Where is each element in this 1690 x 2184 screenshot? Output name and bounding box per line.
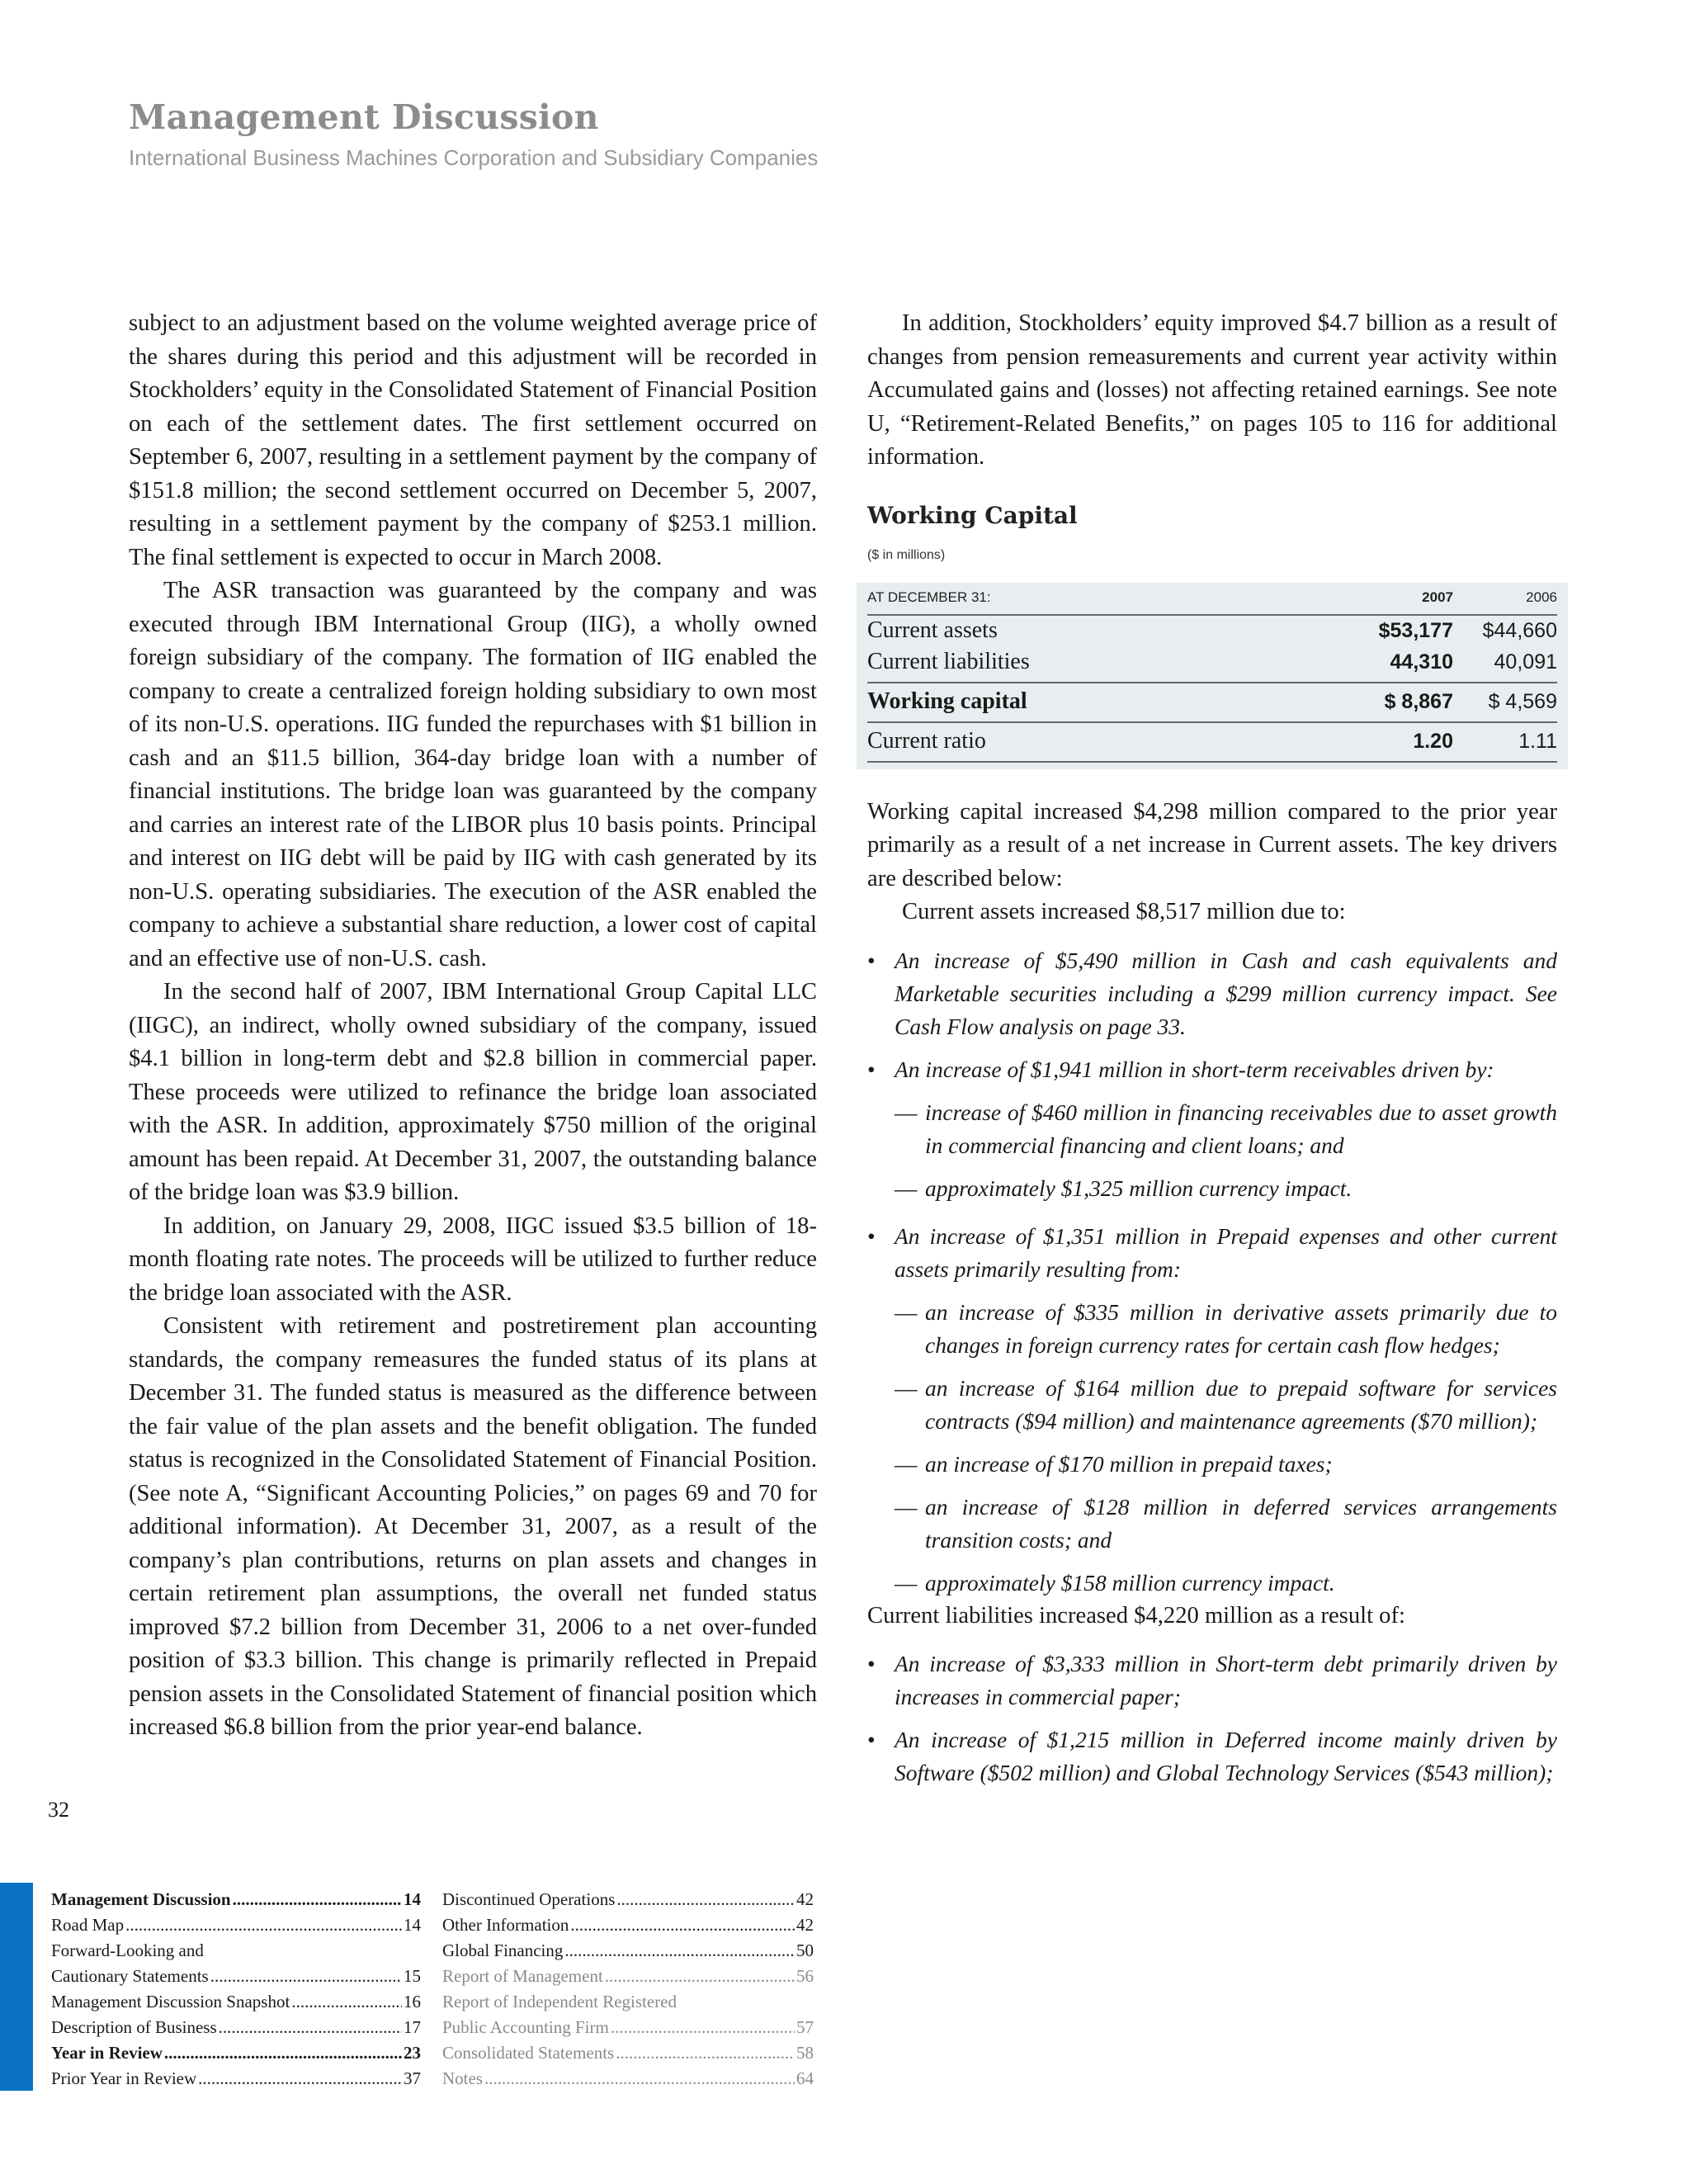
value-2007: $ 8,867 bbox=[1384, 690, 1453, 714]
value-2007: $53,177 bbox=[1378, 619, 1453, 643]
value-2006: $44,660 bbox=[1482, 619, 1557, 643]
list-item: • An increase of $3,333 million in Short-term debt primarily driven by increases in commercial paper; bbox=[867, 1647, 1557, 1714]
value-2006: 1.11 bbox=[1518, 730, 1557, 754]
list-item: • An increase of $1,351 million in Prepaid expenses and other current assets primarily resulting from: bbox=[867, 1220, 1557, 1286]
toc-item-management-discussion[interactable]: Management Discussion ..... 14 bbox=[51, 1887, 421, 1912]
toc-right-column bbox=[442, 1887, 814, 2092]
toc-item-notes[interactable]: Notes ..... 64 bbox=[442, 2066, 814, 2092]
toc-item-public-accounting-firm[interactable]: Public Accounting Firm ..... 57 bbox=[442, 2015, 814, 2040]
toc-item-cautionary-statements[interactable]: Cautionary Statements ..... 15 bbox=[51, 1964, 421, 1989]
sub-list-item: — an increase of $128 million in deferred services arrangements transition costs; and bbox=[867, 1491, 1557, 1557]
list-item: • An increase of $5,490 million in Cash and cash equivalents and Marketable securities including a $299 million currency impact. See Cash Flow analysis on page 33. bbox=[867, 944, 1557, 1043]
page-number: 32 bbox=[48, 1798, 69, 1822]
sub-list-item: — approximately $158 million currency impact. bbox=[867, 1567, 1557, 1600]
page-subtitle: International Business Machines Corporation and Subsidiary Companies bbox=[129, 145, 819, 170]
sub-list-item: — an increase of $335 million in derivative assets primarily due to changes in foreign currency rates for certain cash flow hedges; bbox=[867, 1296, 1557, 1362]
value-2006: $ 4,569 bbox=[1488, 690, 1557, 714]
toc-item-road-map[interactable]: Road Map ..... 14 bbox=[51, 1912, 421, 1938]
toc-left-column bbox=[51, 1887, 421, 2092]
toc-item-global-financing[interactable]: Global Financing ..... 50 bbox=[442, 1938, 814, 1964]
paragraph: Consistent with retirement and postretirement plan accounting standards, the company remeasures the funded status of its plans at December 31. The funded status is measured as the difference between the fair value of the plan assets and the benefit obligation. The funded status is recognized in the Consolidated Statement of Financial Position. (See note A, “Significant Accounting Policies,” on pages 69 and 70 for additional information). At December 31, 2007, as a result of the company’s plan contributions, returns on plan assets and changes in certain retirement plan assumptions, the overall net funded status improved $7.2 billion from December 31, 2006 to a net over-funded position of $3.3 billion. This change is primarily reflected in Prepaid pension assets in the Consolidated Statement of financial position which increased $6.8 billion from the prior year-end balance. bbox=[129, 1313, 817, 1740]
toc-item-year-in-review[interactable]: Year in Review ..... 23 bbox=[51, 2040, 421, 2066]
value-2007: 44,310 bbox=[1390, 650, 1453, 674]
paragraph: subject to an adjustment based on the volume weighted average price of the shares during this period and this adjustment will be recorded in Stockholders’ equity in the Consolidated Statement of Financial Position on each of the settlement dates. The first settlement occurred on September 6, 2007, resulting in a settlement payment by the company of $151.8 million; the second settlement occurred on December 5, 2007, resulting in a settlement payment by the company of $253.1 million. The final settlement is expected to occur in March 2008. bbox=[129, 310, 817, 570]
paragraph: In the second half of 2007, IBM International Group Capital LLC (IIGC), an indirect, wholly owned subsidiary of the company, issued $4.1 billion in long-term debt and $2.8 billion in commercial paper. These proceeds were utilized to refinance the bridge loan associated with the ASR. In addition, approximately $750 million of the original amount has been repaid. At December 31, 2007, the outstanding balance of the bridge loan was $3.9 billion. bbox=[129, 979, 817, 1205]
value-2007: 1.20 bbox=[1413, 730, 1453, 754]
toc-accent-bar bbox=[0, 1883, 33, 2091]
working-capital-unit: ($ in millions) bbox=[867, 548, 946, 562]
header-2006: 2006 bbox=[1526, 589, 1557, 606]
paragraph: Current assets increased $8,517 million due to: bbox=[902, 899, 1346, 924]
sub-list-item: — increase of $460 million in financing receivables due to asset growth in commercial financing and client loans; and bbox=[867, 1096, 1557, 1162]
row-label: Current assets bbox=[867, 617, 998, 644]
sub-list-item: — approximately $1,325 million currency impact. bbox=[867, 1172, 1557, 1205]
toc-item-other-information[interactable]: Other Information ..... 42 bbox=[442, 1912, 814, 1938]
row-label: Working capital bbox=[867, 688, 1027, 715]
table-row-working-capital bbox=[867, 682, 1557, 723]
sub-list-item: — an increase of $170 million in prepaid taxes; bbox=[867, 1448, 1557, 1481]
row-label: Current liabilities bbox=[867, 649, 1030, 675]
header-label: AT DECEMBER 31: bbox=[867, 589, 991, 606]
row-label: Current ratio bbox=[867, 728, 986, 754]
value-2006: 40,091 bbox=[1494, 650, 1557, 674]
paragraph: Working capital increased $4,298 million compared to the prior year primarily as a result of a net increase in Current assets. The key drivers are described below: bbox=[867, 798, 1557, 891]
sub-list-item: — an increase of $164 million due to prepaid software for services contracts ($94 million) and maintenance agreements ($70 million); bbox=[867, 1372, 1557, 1438]
table-row-current-liabilities bbox=[867, 647, 1557, 678]
toc-item-discontinued-operations[interactable]: Discontinued Operations ..... 42 bbox=[442, 1887, 814, 1912]
left-column bbox=[129, 307, 817, 1745]
toc-item-report-of-management[interactable]: Report of Management ..... 56 bbox=[442, 1964, 814, 1989]
toc-item-description-of-business[interactable]: Description of Business ..... 17 bbox=[51, 2015, 421, 2040]
toc-item-report-independent[interactable]: Report of Independent Registered bbox=[442, 1992, 677, 2011]
page-title: Management Discussion bbox=[129, 97, 599, 137]
working-capital-table bbox=[857, 583, 1568, 769]
table-row-current-ratio bbox=[867, 723, 1557, 763]
paragraph: The ASR transaction was guaranteed by the company and was executed through IBM International Group (IIG), a wholly owned foreign subsidiary of the company. The formation of IIG enabled the company to create a centralized foreign holding subsidiary to own most of its non-U.S. operations. IIG funded the repurchases with $1 billion in cash and an $11.5 billion, 364-day bridge loan with a number of financial institutions. The bridge loan was guaranteed by the company and carries an interest rate of the LIBOR plus 10 basis points. Principal and interest on IIG debt will be paid by IIG with cash generated by its non-U.S. operating subsidiaries. The execution of the ASR enabled the company to achieve a substantial share reduction, a lower cost of capital and an effective use of non-U.S. cash. bbox=[129, 578, 817, 971]
list-item: • An increase of $1,215 million in Deferred income mainly driven by Software ($502 million) and Global Technology Services ($543 million); bbox=[867, 1723, 1557, 1789]
toc-item-forward-looking[interactable]: Forward-Looking and bbox=[51, 1941, 204, 1960]
header-2007: 2007 bbox=[1422, 589, 1453, 606]
paragraph: In addition, Stockholders’ equity improved $4.7 billion as a result of changes from pension remeasurements and current year activity within Accumulated gains and (losses) not affecting retained earnings. See note U, “Retirement-Related Benefits,” on pages 105 to 116 for additional information. bbox=[867, 310, 1557, 470]
toc-item-prior-year-in-review[interactable]: Prior Year in Review ..... 37 bbox=[51, 2066, 421, 2092]
toc-item-snapshot[interactable]: Management Discussion Snapshot ..... 16 bbox=[51, 1989, 421, 2015]
current-liabilities-drivers bbox=[867, 1647, 1557, 1789]
right-column bbox=[867, 307, 1557, 1789]
current-assets-drivers bbox=[867, 944, 1557, 1600]
table-header bbox=[867, 583, 1557, 616]
toc-item-consolidated-statements[interactable]: Consolidated Statements ..... 58 bbox=[442, 2040, 814, 2066]
paragraph: Current liabilities increased $4,220 million as a result of: bbox=[867, 1602, 1405, 1629]
working-capital-title: Working Capital bbox=[867, 501, 1078, 529]
page-header bbox=[129, 97, 818, 171]
list-item: • An increase of $1,941 million in short-term receivables driven by: bbox=[867, 1053, 1557, 1086]
paragraph: In addition, on January 29, 2008, IIGC issued $3.5 billion of 18-month floating rate notes. The proceeds will be utilized to further reduce the bridge loan associated with the ASR. bbox=[129, 1213, 817, 1306]
table-row-current-assets bbox=[867, 616, 1557, 647]
